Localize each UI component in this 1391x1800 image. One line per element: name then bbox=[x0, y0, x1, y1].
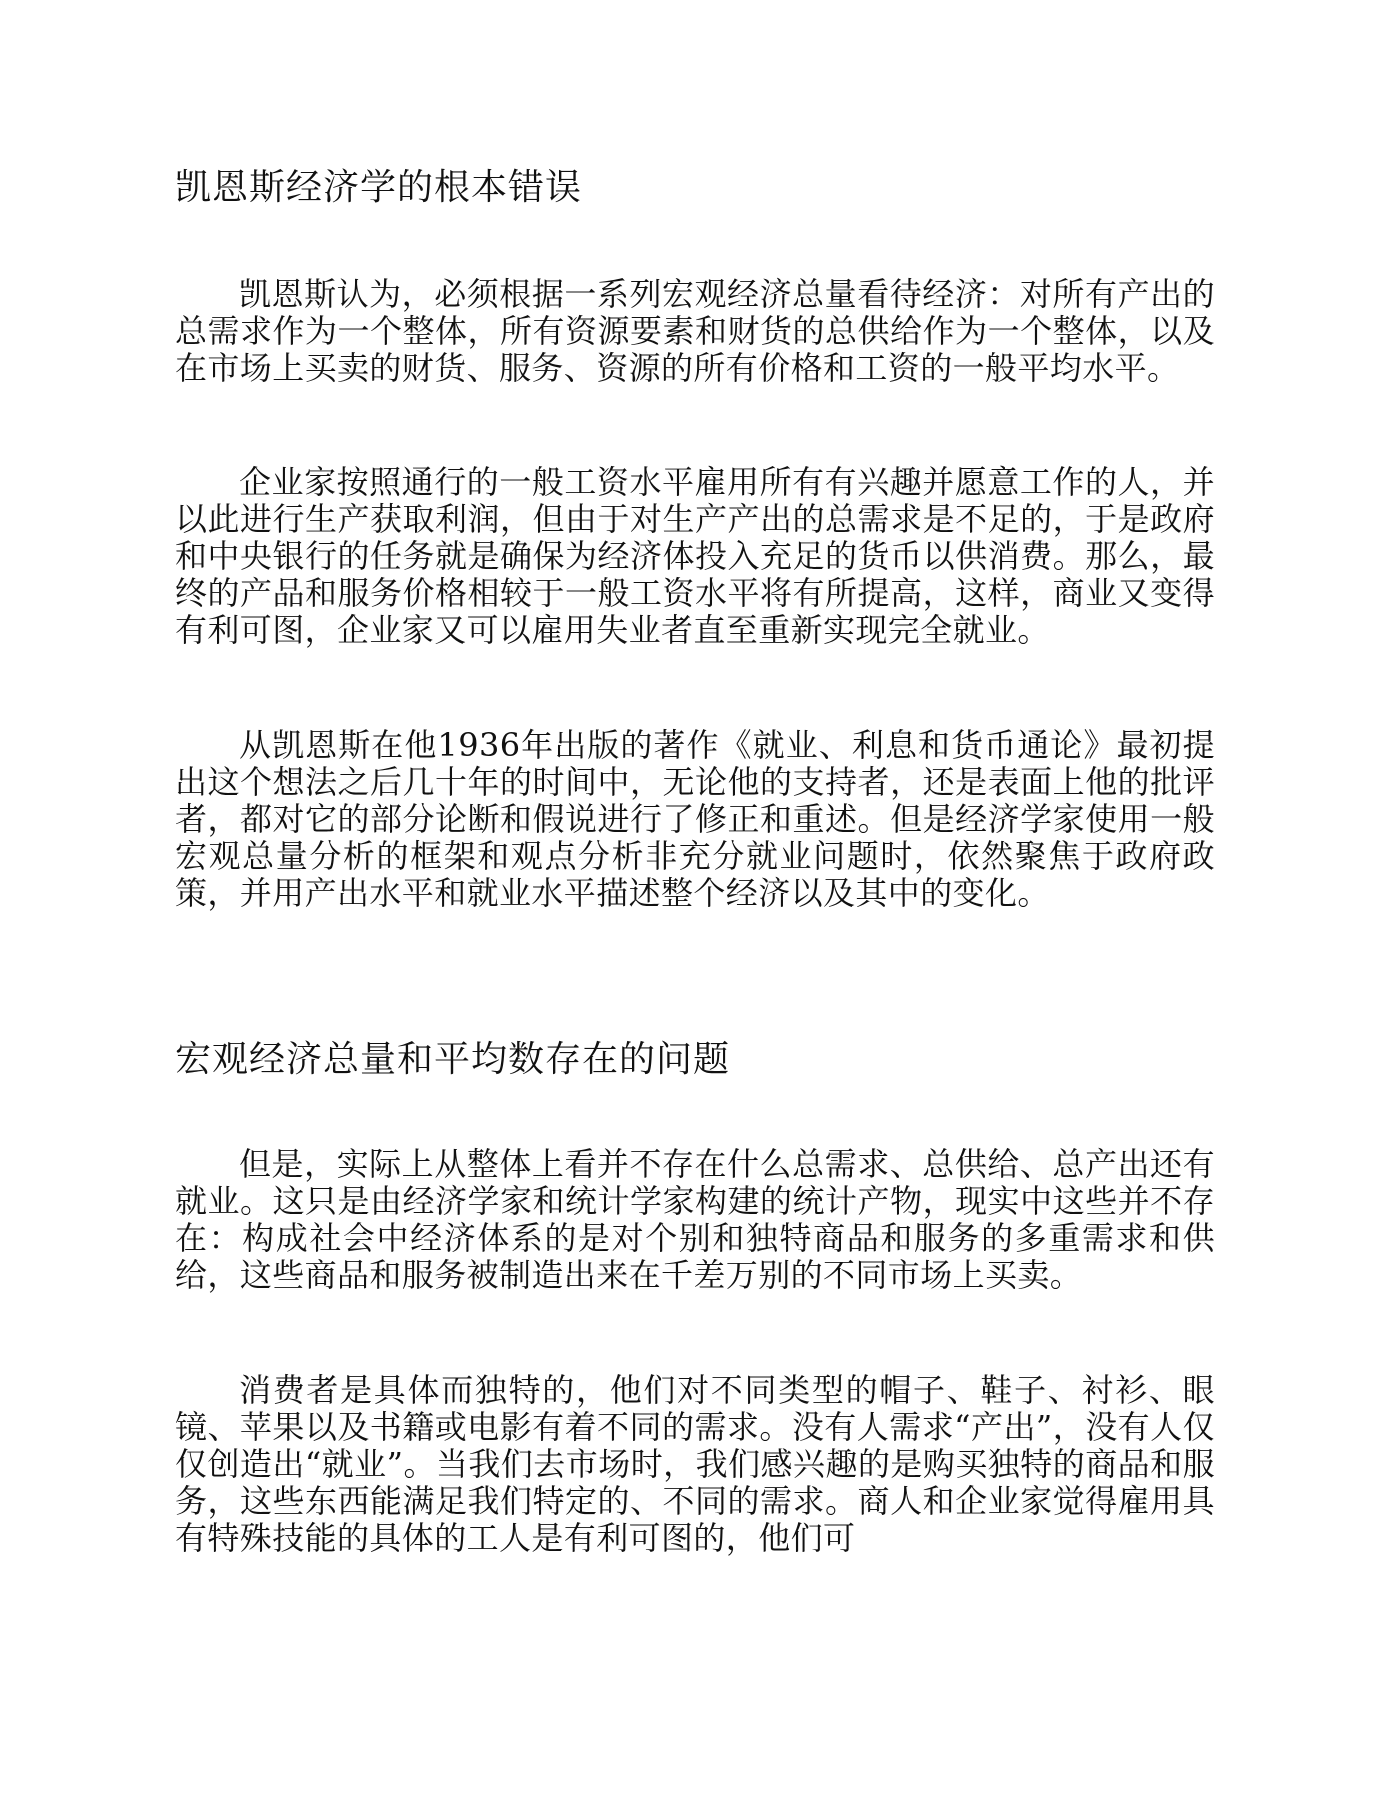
section-heading-1: 凯恩斯经济学的根本错误 bbox=[175, 167, 583, 208]
paragraph-3: 从凯恩斯在他1936年出版的著作《就业、利息和货币通论》最初提出这个想法之后几十年的时间中，无论他的支持者，还是表面上他的批评者，都对它的部分论断和假说进行了修正和重述。但是经济学家使用一般宏观总量分析的框架和观点分析非充分就业问题时，依然聚焦于政府政策，并用产出水平和就业水平描述整个经济以及其中的变化。 bbox=[175, 726, 1215, 912]
paragraph-5: 消费者是具体而独特的，他们对不同类型的帽子、鞋子、衬衫、眼镜、苹果以及书籍或电影有着不同的需求。没有人需求“产出”，没有人仅仅创造出“就业”。当我们去市场时，我们感兴趣的是购买独特的商品和服务，这些东西能满足我们特定的、不同的需求。商人和企业家觉得雇用具有特殊技能的具体的工人是有利可图的，他们可 bbox=[175, 1371, 1215, 1557]
section-heading-2: 宏观经济总量和平均数存在的问题 bbox=[175, 1039, 731, 1080]
paragraph-1: 凯恩斯认为，必须根据一系列宏观经济总量看待经济：对所有产出的总需求作为一个整体，所有资源要素和财货的总供给作为一个整体，以及在市场上买卖的财货、服务、资源的所有价格和工资的一般平均水平。 bbox=[175, 275, 1215, 387]
paragraph-4: 但是，实际上从整体上看并不存在什么总需求、总供给、总产出还有就业。这只是由经济学家和统计学家构建的统计产物，现实中这些并不存在：构成社会中经济体系的是对个别和独特商品和服务的多重需求和供给，这些商品和服务被制造出来在千差万别的不同市场上买卖。 bbox=[175, 1145, 1215, 1294]
paragraph-2: 企业家按照通行的一般工资水平雇用所有有兴趣并愿意工作的人，并以此进行生产获取利润，但由于对生产产出的总需求是不足的，于是政府和中央银行的任务就是确保为经济体投入充足的货币以供消费。那么，最终的产品和服务价格相较于一般工资水平将有所提高，这样，商业又变得有利可图，企业家又可以雇用失业者直至重新实现完全就业。 bbox=[175, 463, 1215, 649]
